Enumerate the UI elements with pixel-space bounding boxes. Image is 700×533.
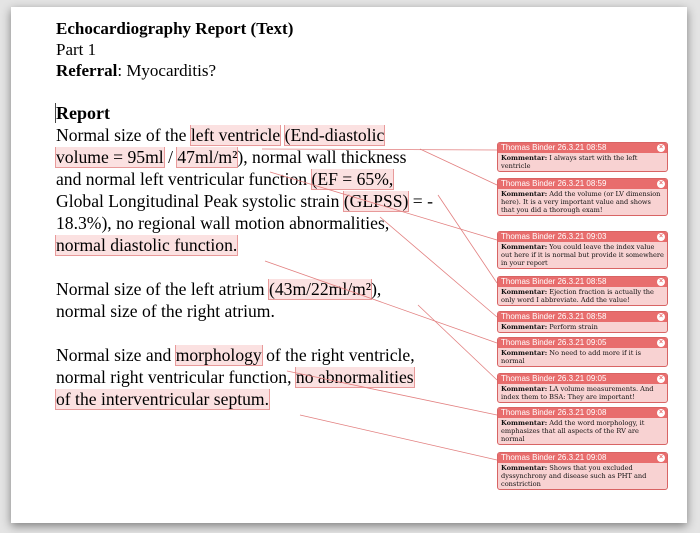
report-heading bbox=[56, 102, 506, 124]
text-run: and normal left ventricular function bbox=[56, 169, 312, 189]
paragraph-left-ventricle bbox=[56, 124, 506, 256]
comment-text: Shows that you excluded dyssynchrony and disease such as PHT and constriction bbox=[501, 464, 647, 488]
comment-body bbox=[498, 153, 667, 171]
highlight-morphology[interactable]: morphology bbox=[175, 345, 262, 365]
close-icon[interactable]: × bbox=[658, 339, 664, 346]
comment-body bbox=[498, 242, 667, 268]
highlight-glpss[interactable]: (GLPSS) bbox=[343, 191, 409, 211]
comment-body bbox=[498, 418, 667, 444]
text-run: ), normal wall thickness bbox=[237, 147, 407, 167]
text-run: ), bbox=[371, 279, 382, 299]
text-run: normal size of the right atrium. bbox=[56, 301, 275, 321]
text-run: Global Longitudinal Peak systolic strain bbox=[56, 191, 344, 211]
highlight-ef[interactable]: (EF = 65%, bbox=[311, 169, 394, 189]
comment-header bbox=[498, 374, 667, 384]
text-run bbox=[280, 125, 284, 145]
comment-header bbox=[498, 453, 667, 463]
document-title: Echocardiography Report (Text) bbox=[56, 19, 294, 38]
comment-label: Kommentar: bbox=[501, 243, 548, 251]
document-part: Part 1 bbox=[56, 40, 97, 59]
comment-header bbox=[498, 408, 667, 418]
comment-card[interactable] bbox=[497, 142, 668, 172]
comment-card[interactable] bbox=[497, 452, 668, 490]
highlight-la-volume[interactable]: (43m/22ml/m² bbox=[269, 279, 372, 299]
referral-line bbox=[56, 60, 506, 81]
comment-body bbox=[498, 348, 667, 366]
comment-label: Kommentar: bbox=[501, 419, 548, 427]
comment-author: Thomas Binder 26.3.21 08:58 bbox=[501, 143, 607, 152]
comment-author: Thomas Binder 26.3.21 09:08 bbox=[501, 453, 607, 462]
close-icon[interactable]: × bbox=[658, 409, 664, 416]
comment-header bbox=[498, 312, 667, 322]
text-run: of the right ventricle, bbox=[261, 345, 415, 365]
close-icon[interactable]: × bbox=[658, 375, 664, 382]
comment-author: Thomas Binder 26.3.21 08:58 bbox=[501, 312, 607, 321]
close-icon[interactable]: × bbox=[658, 278, 664, 285]
close-icon[interactable]: × bbox=[658, 180, 664, 187]
comment-card[interactable] bbox=[497, 373, 668, 403]
paragraph-right-ventricle bbox=[56, 344, 506, 410]
comment-card[interactable] bbox=[497, 178, 668, 216]
text-run: 18.3%), no regional wall motion abnormalities, bbox=[56, 213, 390, 233]
highlight-end-diastolic[interactable]: (End-diastolic bbox=[284, 125, 385, 145]
comment-label: Kommentar: bbox=[501, 154, 548, 162]
comment-author: Thomas Binder 26.3.21 09:05 bbox=[501, 338, 607, 347]
comment-author: Thomas Binder 26.3.21 08:59 bbox=[501, 179, 607, 188]
comment-author: Thomas Binder 26.3.21 09:03 bbox=[501, 232, 607, 241]
comment-header bbox=[498, 338, 667, 348]
comment-label: Kommentar: bbox=[501, 349, 548, 357]
text-run: = - bbox=[408, 191, 433, 211]
comment-card[interactable] bbox=[497, 311, 668, 333]
comment-body bbox=[498, 189, 667, 215]
paragraph-atria bbox=[56, 278, 506, 322]
text-run: normal right ventricular function, bbox=[56, 367, 296, 387]
close-icon[interactable]: × bbox=[658, 144, 664, 151]
comment-text: Perform strain bbox=[547, 323, 598, 331]
comment-body bbox=[498, 463, 667, 489]
comment-label: Kommentar: bbox=[501, 288, 548, 296]
comment-header bbox=[498, 232, 667, 242]
comment-body bbox=[498, 287, 667, 305]
referral-label: Referral bbox=[56, 61, 118, 80]
comment-body bbox=[498, 384, 667, 402]
comment-author: Thomas Binder 26.3.21 08:58 bbox=[501, 277, 607, 286]
comment-label: Kommentar: bbox=[501, 190, 548, 198]
text-run: Normal size and bbox=[56, 345, 176, 365]
highlight-left-ventricle[interactable]: left ventricle bbox=[190, 125, 281, 145]
comment-header bbox=[498, 179, 667, 189]
comment-label: Kommentar: bbox=[501, 323, 548, 331]
close-icon[interactable]: × bbox=[658, 454, 664, 461]
comment-header bbox=[498, 277, 667, 287]
document-body[interactable] bbox=[56, 18, 506, 410]
comment-body bbox=[498, 322, 667, 332]
comment-card[interactable] bbox=[497, 337, 668, 367]
highlight-septum[interactable]: of the interventricular septum. bbox=[56, 389, 270, 409]
text-run: Normal size of the left atrium bbox=[56, 279, 270, 299]
comment-card[interactable] bbox=[497, 407, 668, 445]
comment-label: Kommentar: bbox=[501, 385, 548, 393]
text-run: / bbox=[163, 147, 178, 167]
comment-header bbox=[498, 143, 667, 153]
highlight-volume[interactable]: volume = 95ml bbox=[56, 147, 164, 167]
text-run: Normal size of the bbox=[56, 125, 191, 145]
comment-author: Thomas Binder 26.3.21 09:05 bbox=[501, 374, 607, 383]
comment-text: I always start with the left ventricle bbox=[501, 154, 638, 170]
close-icon[interactable]: × bbox=[658, 233, 664, 240]
comment-text: Add the volume (or LV dimension here). It is a very important value and shows that you did a thorough exam! bbox=[501, 190, 661, 214]
comment-card[interactable] bbox=[497, 231, 668, 269]
comment-card[interactable] bbox=[497, 276, 668, 306]
comment-text: No need to add more if it is normal bbox=[501, 349, 642, 365]
close-icon[interactable]: × bbox=[658, 313, 664, 320]
comment-text: Ejection fraction is actually the only word I abbreviate. Add the value! bbox=[501, 288, 654, 304]
comment-text: Add the word morphology, it emphasizes that all aspects of the RV are normal bbox=[501, 419, 645, 443]
comment-text: LA volume measurements. And index them to BSA: They are important! bbox=[501, 385, 654, 401]
report-heading-text: Report bbox=[56, 103, 110, 123]
comment-text: You could leave the index value out here if it is normal but provide it somewhere in your report bbox=[501, 243, 664, 267]
highlight-diastolic-function[interactable]: normal diastolic function. bbox=[56, 235, 238, 255]
highlight-index-value[interactable]: 47ml/m² bbox=[177, 147, 238, 167]
comment-author: Thomas Binder 26.3.21 09:08 bbox=[501, 408, 607, 417]
referral-value: : Myocarditis? bbox=[117, 61, 217, 80]
highlight-no-abnormalities[interactable]: no abnormalities bbox=[295, 367, 414, 387]
comment-label: Kommentar: bbox=[501, 464, 548, 472]
